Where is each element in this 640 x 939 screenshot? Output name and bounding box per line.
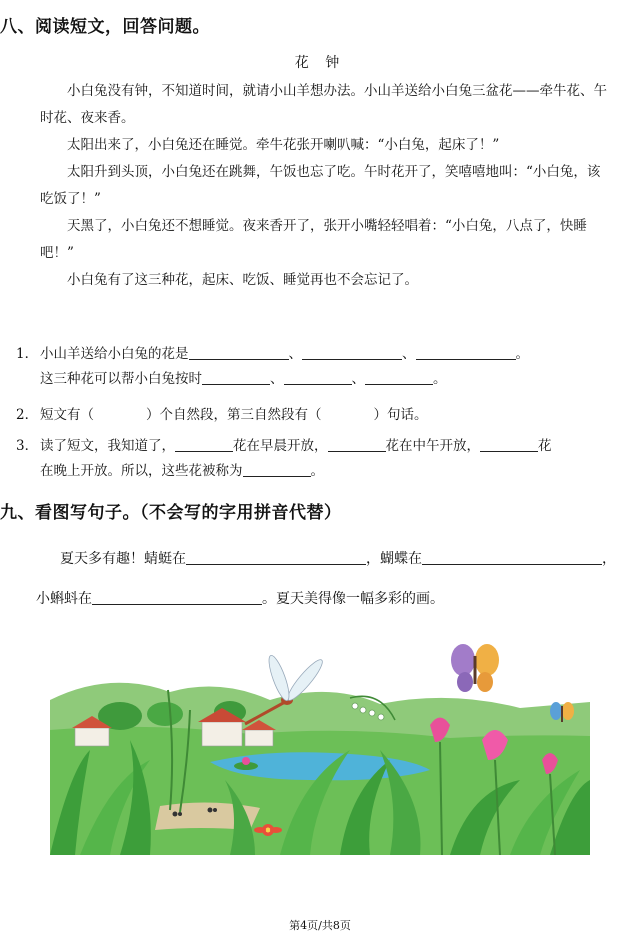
question-3 <box>16 434 626 484</box>
tree <box>147 702 183 726</box>
answer-blank[interactable] <box>189 345 289 360</box>
answer-blank[interactable] <box>284 370 352 385</box>
separator: 、 <box>402 346 416 362</box>
question-text: 这三种花可以帮小白兔按时 <box>40 371 202 387</box>
section8-title: 八、阅读短文，回答问题。 <box>0 17 210 37</box>
answer-blank[interactable] <box>302 345 402 360</box>
sentence-text: 夏天多有趣！蜻蜓在 <box>60 551 186 567</box>
answer-blank[interactable] <box>186 550 366 565</box>
period: 。 <box>310 463 324 479</box>
answer-blank[interactable] <box>175 437 233 452</box>
question-text: 花在中午开放， <box>385 438 480 454</box>
question-1 <box>16 342 626 392</box>
sentence-line-1 <box>60 548 630 568</box>
separator: 、 <box>288 346 302 362</box>
answer-blank[interactable] <box>243 462 311 477</box>
story-paragraph-3: 太阳升到头顶，小白兔还在跳舞，午饭也忘了吃。午时花开了，笑嘻嘻地叫：“小白兔，该吃饭了！” <box>40 164 601 207</box>
sentence-text: ， <box>602 551 616 567</box>
story-paragraph-1: 小白兔没有钟，不知道时间，就请小山羊想办法。小山羊送给小白兔三盆花——牵牛花、午时花、夜来香。 <box>40 83 607 126</box>
story-title: 花 钟 <box>294 55 346 71</box>
question-text: 短文有（ <box>40 407 94 423</box>
page-footer: 第4页/共8页 <box>289 919 351 932</box>
question-text: ）个自然段，第三自然段有（ <box>146 407 322 423</box>
question-text: ）句话。 <box>373 407 428 423</box>
story-text <box>40 78 610 294</box>
story-paragraph-5: 小白兔有了这三种花，起床、吃饭、睡觉再也不会忘记了。 <box>67 272 418 288</box>
answer-blank[interactable] <box>328 437 386 452</box>
question-2 <box>16 403 626 428</box>
answer-blank[interactable] <box>416 345 516 360</box>
question-text: 在晚上开放。所以，这些花被称为 <box>40 463 243 479</box>
section9-title: 九、看图写句子。（不会写的字用拼音代替） <box>0 503 342 523</box>
question-text: 花 <box>538 438 552 454</box>
lotus-flower <box>242 757 250 765</box>
question-number: 3． <box>16 438 39 454</box>
answer-blank[interactable] <box>202 370 270 385</box>
period: 。 <box>515 346 529 362</box>
story-paragraph-2: 太阳出来了，小白兔还在睡觉。牵牛花张开喇叭喊：“小白兔，起床了！” <box>67 137 500 153</box>
question-number: 2． <box>16 407 39 423</box>
answer-blank[interactable] <box>422 550 602 565</box>
summer-scene-illustration <box>50 630 590 855</box>
sentence-text: 小蝌蚪在 <box>36 591 92 607</box>
question-number: 1． <box>16 346 39 362</box>
answer-blank[interactable] <box>365 370 433 385</box>
question-text: 花在早晨开放， <box>233 438 328 454</box>
separator: 、 <box>351 371 365 387</box>
sentence-text: 。夏天美得像一幅多彩的画。 <box>262 591 444 607</box>
sentence-line-2 <box>36 588 616 608</box>
answer-blank[interactable] <box>92 590 262 605</box>
question-text: 小山羊送给小白兔的花是 <box>40 346 189 362</box>
separator: 、 <box>270 371 284 387</box>
sentence-text: ，蝴蝶在 <box>366 551 422 567</box>
story-paragraph-4: 天黑了，小白兔还不想睡觉。夜来香开了，张开小嘴轻轻唱着：“小白兔，八点了，快睡吧！” <box>40 218 587 261</box>
period: 。 <box>433 371 447 387</box>
butterfly-large <box>451 644 499 692</box>
question-text: 读了短文，我知道了， <box>40 438 175 454</box>
answer-blank[interactable] <box>480 437 538 452</box>
